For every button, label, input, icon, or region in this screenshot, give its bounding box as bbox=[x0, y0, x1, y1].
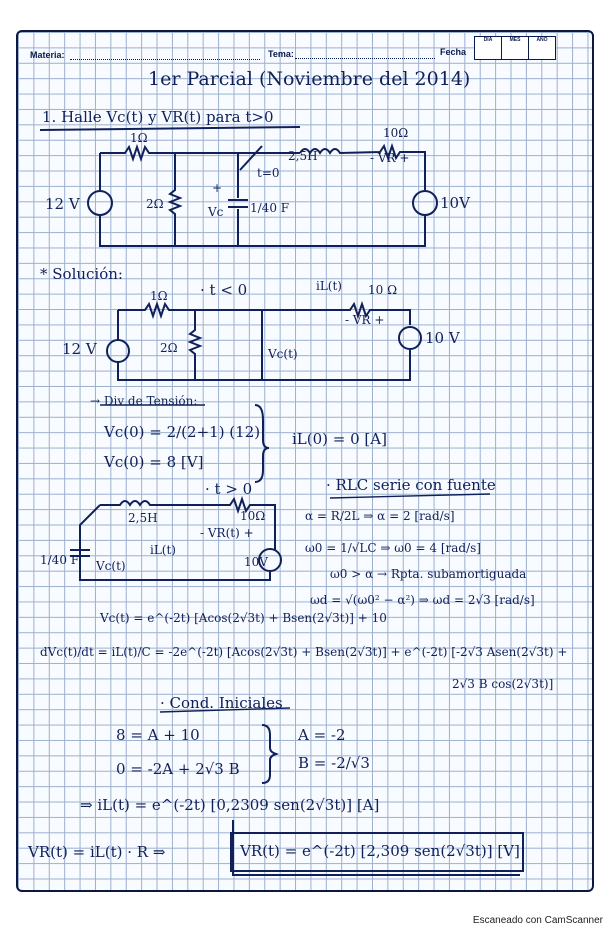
t-gt-0: · t > 0 bbox=[205, 480, 253, 498]
solution-label: * Solución: bbox=[40, 265, 123, 283]
eq-il: ⇒ iL(t) = e^(-2t) [0,2309 sen(2√3t)] [A] bbox=[80, 796, 380, 814]
c3-r-label: 10Ω bbox=[240, 509, 266, 523]
c1-cap-label: 1/40 F bbox=[250, 201, 290, 215]
cond-title: · Cond. Iniciales bbox=[160, 694, 283, 712]
c3-top bbox=[100, 499, 275, 550]
eq-A: A = -2 bbox=[298, 726, 346, 744]
c2-top-wire bbox=[118, 304, 300, 316]
problem-statement: 1. Halle Vc(t) y VR(t) para t>0 bbox=[42, 108, 274, 126]
eq-vr-left: VR(t) = iL(t) · R ⇒ bbox=[28, 843, 166, 861]
eq-wd: ωd = √(ω0² − α²) ⇒ ωd = 2√3 [rad/s] bbox=[310, 593, 535, 607]
c3-l-label: 2,5H bbox=[128, 511, 158, 525]
c1-2ohm bbox=[170, 153, 180, 246]
c1-r3-label: 10Ω bbox=[383, 126, 409, 140]
camscanner-footer: Escaneado con CamScanner bbox=[472, 915, 603, 926]
c1-plus: + bbox=[212, 181, 223, 195]
problem-underline bbox=[40, 127, 300, 130]
c2-vr-label: - VR + bbox=[345, 313, 385, 327]
c1-top-wire bbox=[100, 147, 300, 159]
eq-w0: ω0 = 1/√LC ⇒ ω0 = 4 [rad/s] bbox=[305, 541, 481, 555]
c1-source-12v bbox=[88, 191, 112, 215]
c1-switch-label: t=0 bbox=[257, 166, 280, 180]
c3-cap-label: 1/40 F bbox=[40, 553, 80, 567]
c2-src1-label: 12 V bbox=[62, 340, 97, 358]
c2-r2-label: 2Ω bbox=[160, 341, 178, 355]
c2-src2-label: 10 V bbox=[425, 329, 460, 347]
eq-alpha: α = R/2L ⇒ α = 2 [rad/s] bbox=[305, 509, 455, 523]
eq-c1: 8 = A + 10 bbox=[116, 726, 200, 744]
final-answer-box bbox=[230, 832, 524, 872]
c1-src2-label: 10V bbox=[440, 194, 470, 212]
eq-deriv-2: 2√3 B cos(2√3t)] bbox=[452, 677, 554, 691]
c1-r2-label: 2Ω bbox=[146, 197, 164, 211]
rlc-underline bbox=[330, 494, 490, 498]
t-lt-0: · t < 0 bbox=[200, 281, 248, 299]
materia-label: Materia: bbox=[30, 50, 65, 60]
c1-vc-label: Vc bbox=[208, 205, 224, 219]
cond-brace bbox=[262, 725, 276, 783]
c3-src-label: 10V bbox=[244, 555, 268, 569]
eq-vct: Vc(t) = e^(-2t) [Acos(2√3t) + Bsen(2√3t)] + 10 bbox=[100, 611, 387, 625]
c2-il-label: iL(t) bbox=[316, 279, 342, 293]
c1-capacitor bbox=[228, 153, 248, 246]
c2-r1-label: 1Ω bbox=[150, 289, 168, 303]
dia-col: DÍA bbox=[475, 37, 502, 59]
c1-l-label: 2,5H bbox=[288, 149, 318, 163]
c3-vr-label: - VR(t) + bbox=[200, 526, 254, 540]
c1-r1-label: 1Ω bbox=[130, 131, 148, 145]
c1-source-10v bbox=[413, 191, 437, 215]
c1-src1-label: 12 V bbox=[45, 195, 80, 213]
eq-case: ω0 > α → Rpta. subamortiguada bbox=[330, 567, 527, 581]
c2-r3-label: 10 Ω bbox=[368, 283, 398, 297]
c3-il-label: iL(t) bbox=[150, 543, 176, 557]
mes-col: MES bbox=[502, 37, 529, 59]
ano-col: AÑO bbox=[536, 37, 548, 43]
eq-vc0-val: Vc(0) = 8 [V] bbox=[104, 453, 204, 471]
c2-vc-label: Vc(t) bbox=[268, 347, 298, 361]
c2-2ohm bbox=[190, 310, 200, 380]
eq-B: B = -2/√3 bbox=[298, 754, 370, 772]
eq-deriv-1: dVc(t)/dt = iL(t)/C = -2e^(-2t) [Acos(2√3t) + Bsen(2√3t)] + e^(-2t) [-2√3 Asen(2√3t) + bbox=[40, 645, 568, 659]
c3-vc-label: Vc(t) bbox=[96, 559, 126, 573]
bracket-right bbox=[255, 405, 269, 482]
eq-vr-box: VR(t) = e^(-2t) [2,309 sen(2√3t)] [V] bbox=[240, 842, 520, 860]
rlc-title: · RLC serie con fuente bbox=[326, 476, 496, 494]
c2-source-10v bbox=[399, 327, 421, 349]
fecha-label: Fecha bbox=[440, 47, 467, 57]
eq-il0: iL(0) = 0 [A] bbox=[292, 430, 387, 448]
tema-label: Tema: bbox=[268, 49, 294, 59]
c2-source-12v bbox=[107, 340, 129, 362]
div-tension-label: → Div de Tensión: bbox=[90, 394, 198, 408]
eq-vc0: Vc(0) = 2/(2+1) (12) bbox=[104, 423, 261, 441]
page-title: 1er Parcial (Noviembre del 2014) bbox=[148, 68, 471, 90]
c1-vr-label: - VR + bbox=[370, 151, 410, 165]
eq-c2: 0 = -2A + 2√3 B bbox=[116, 760, 240, 778]
